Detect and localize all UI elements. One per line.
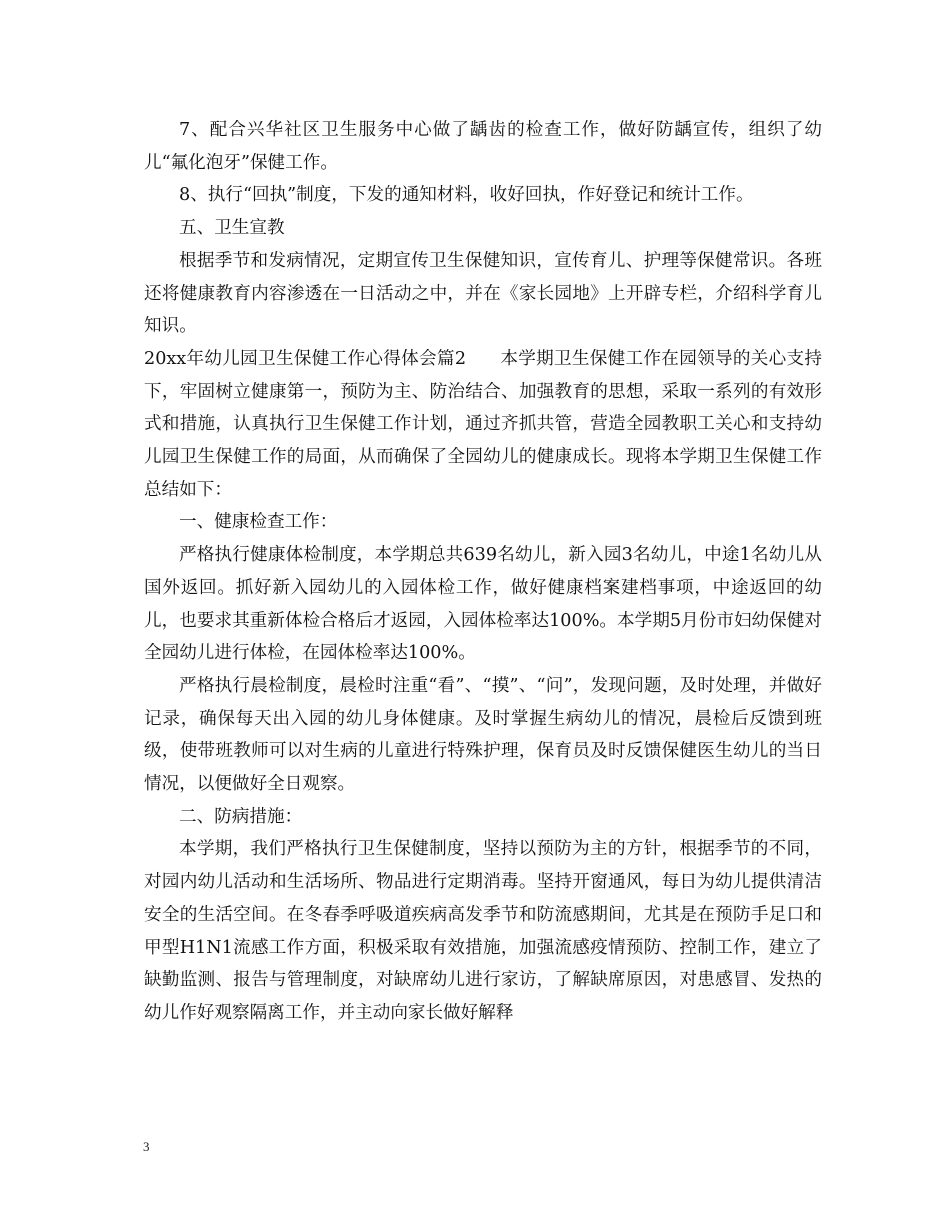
paragraph-receipt-system: 8、执行“回执”制度，下发的通知材料，收好回执，作好登记和统计工作。: [179, 185, 754, 206]
article-intro-text: 本学期卫生保健工作在园领导的关心支持下，牢固树立健康第一，预防为主、防治结合、加强教育的思想，采取一系列的有效形式和措施，认真执行卫生保健工作计划，通过齐抓共管，营造全园教职工关心和支持幼儿园卫生保健工作的局面，从而确保了全园幼儿的健康成长。现将本学期卫生保健工作总结如下：: [144, 348, 822, 500]
paragraph-health-education: 根据季节和发病情况，定期宣传卫生保健知识，宣传育儿、护理等保健常识。各班还将健康教育内容渗透在一日活动之中，并在《家长园地》上开辟专栏，介绍科学育儿知识。: [144, 250, 822, 337]
paragraph-morning-check: 严格执行晨检制度，晨检时注重“看”、“摸”、“问”，发现问题，及时处理，并做好记录，确保每天出入园的幼儿身体健康。及时掌握生病幼儿的情况，晨检后反馈到班级，使带班教师可以对生病的儿童进行特殊护理，保育员及时反馈保健医生幼儿的当日情况，以便做好全日观察。: [144, 675, 822, 795]
section-heading-disease-prevention: 二、防病措施：: [179, 806, 303, 827]
paragraph-dental-checkup: 7、配合兴华社区卫生服务中心做了龋齿的检查工作，做好防龋宣传，组织了幼儿“氟化泡牙”保健工作。: [144, 120, 822, 173]
article-title: 20xx年幼儿园卫生保健工作心得体会篇2: [144, 348, 467, 369]
section-heading-health-education: 五、卫生宣教: [179, 218, 285, 239]
paragraph-physical-exam: 严格执行健康体检制度，本学期总共639名幼儿，新入园3名幼儿，中途1名幼儿从国外返回。抓好新入园幼儿的入园体检工作，做好健康档案建档事项，中途返回的幼儿，也要求其重新体检合格后才返园，入园体检率达100%。本学期5月份市妇幼保健对全园幼儿进行体检，在园体检率达100%。: [144, 545, 822, 664]
paragraph-disease-prevention: 本学期，我们严格执行卫生保健制度，坚持以预防为主的方针，根据季节的不同，对园内幼儿活动和生活场所、物品进行定期消毒。坚持开窗通风，每日为幼儿提供清洁安全的生活空间。在冬春季呼吸道疾病高发季节和防流感期间，尤其是在预防手足口和甲型H1N1流感工作方面，积极采取有效措施，加强流感疫情预防、控制工作，建立了缺勤监测、报告与管理制度，对缺席幼儿进行家访，了解缺席原因，对患感冒、发热的幼儿作好观察隔离工作，并主动向家长做好解释: [144, 839, 822, 1023]
page-number: 3: [143, 1139, 150, 1154]
section-heading-health-check: 一、健康检查工作：: [179, 512, 338, 533]
paragraph-article-2-intro: [144, 343, 822, 507]
document-body: [144, 114, 822, 1030]
